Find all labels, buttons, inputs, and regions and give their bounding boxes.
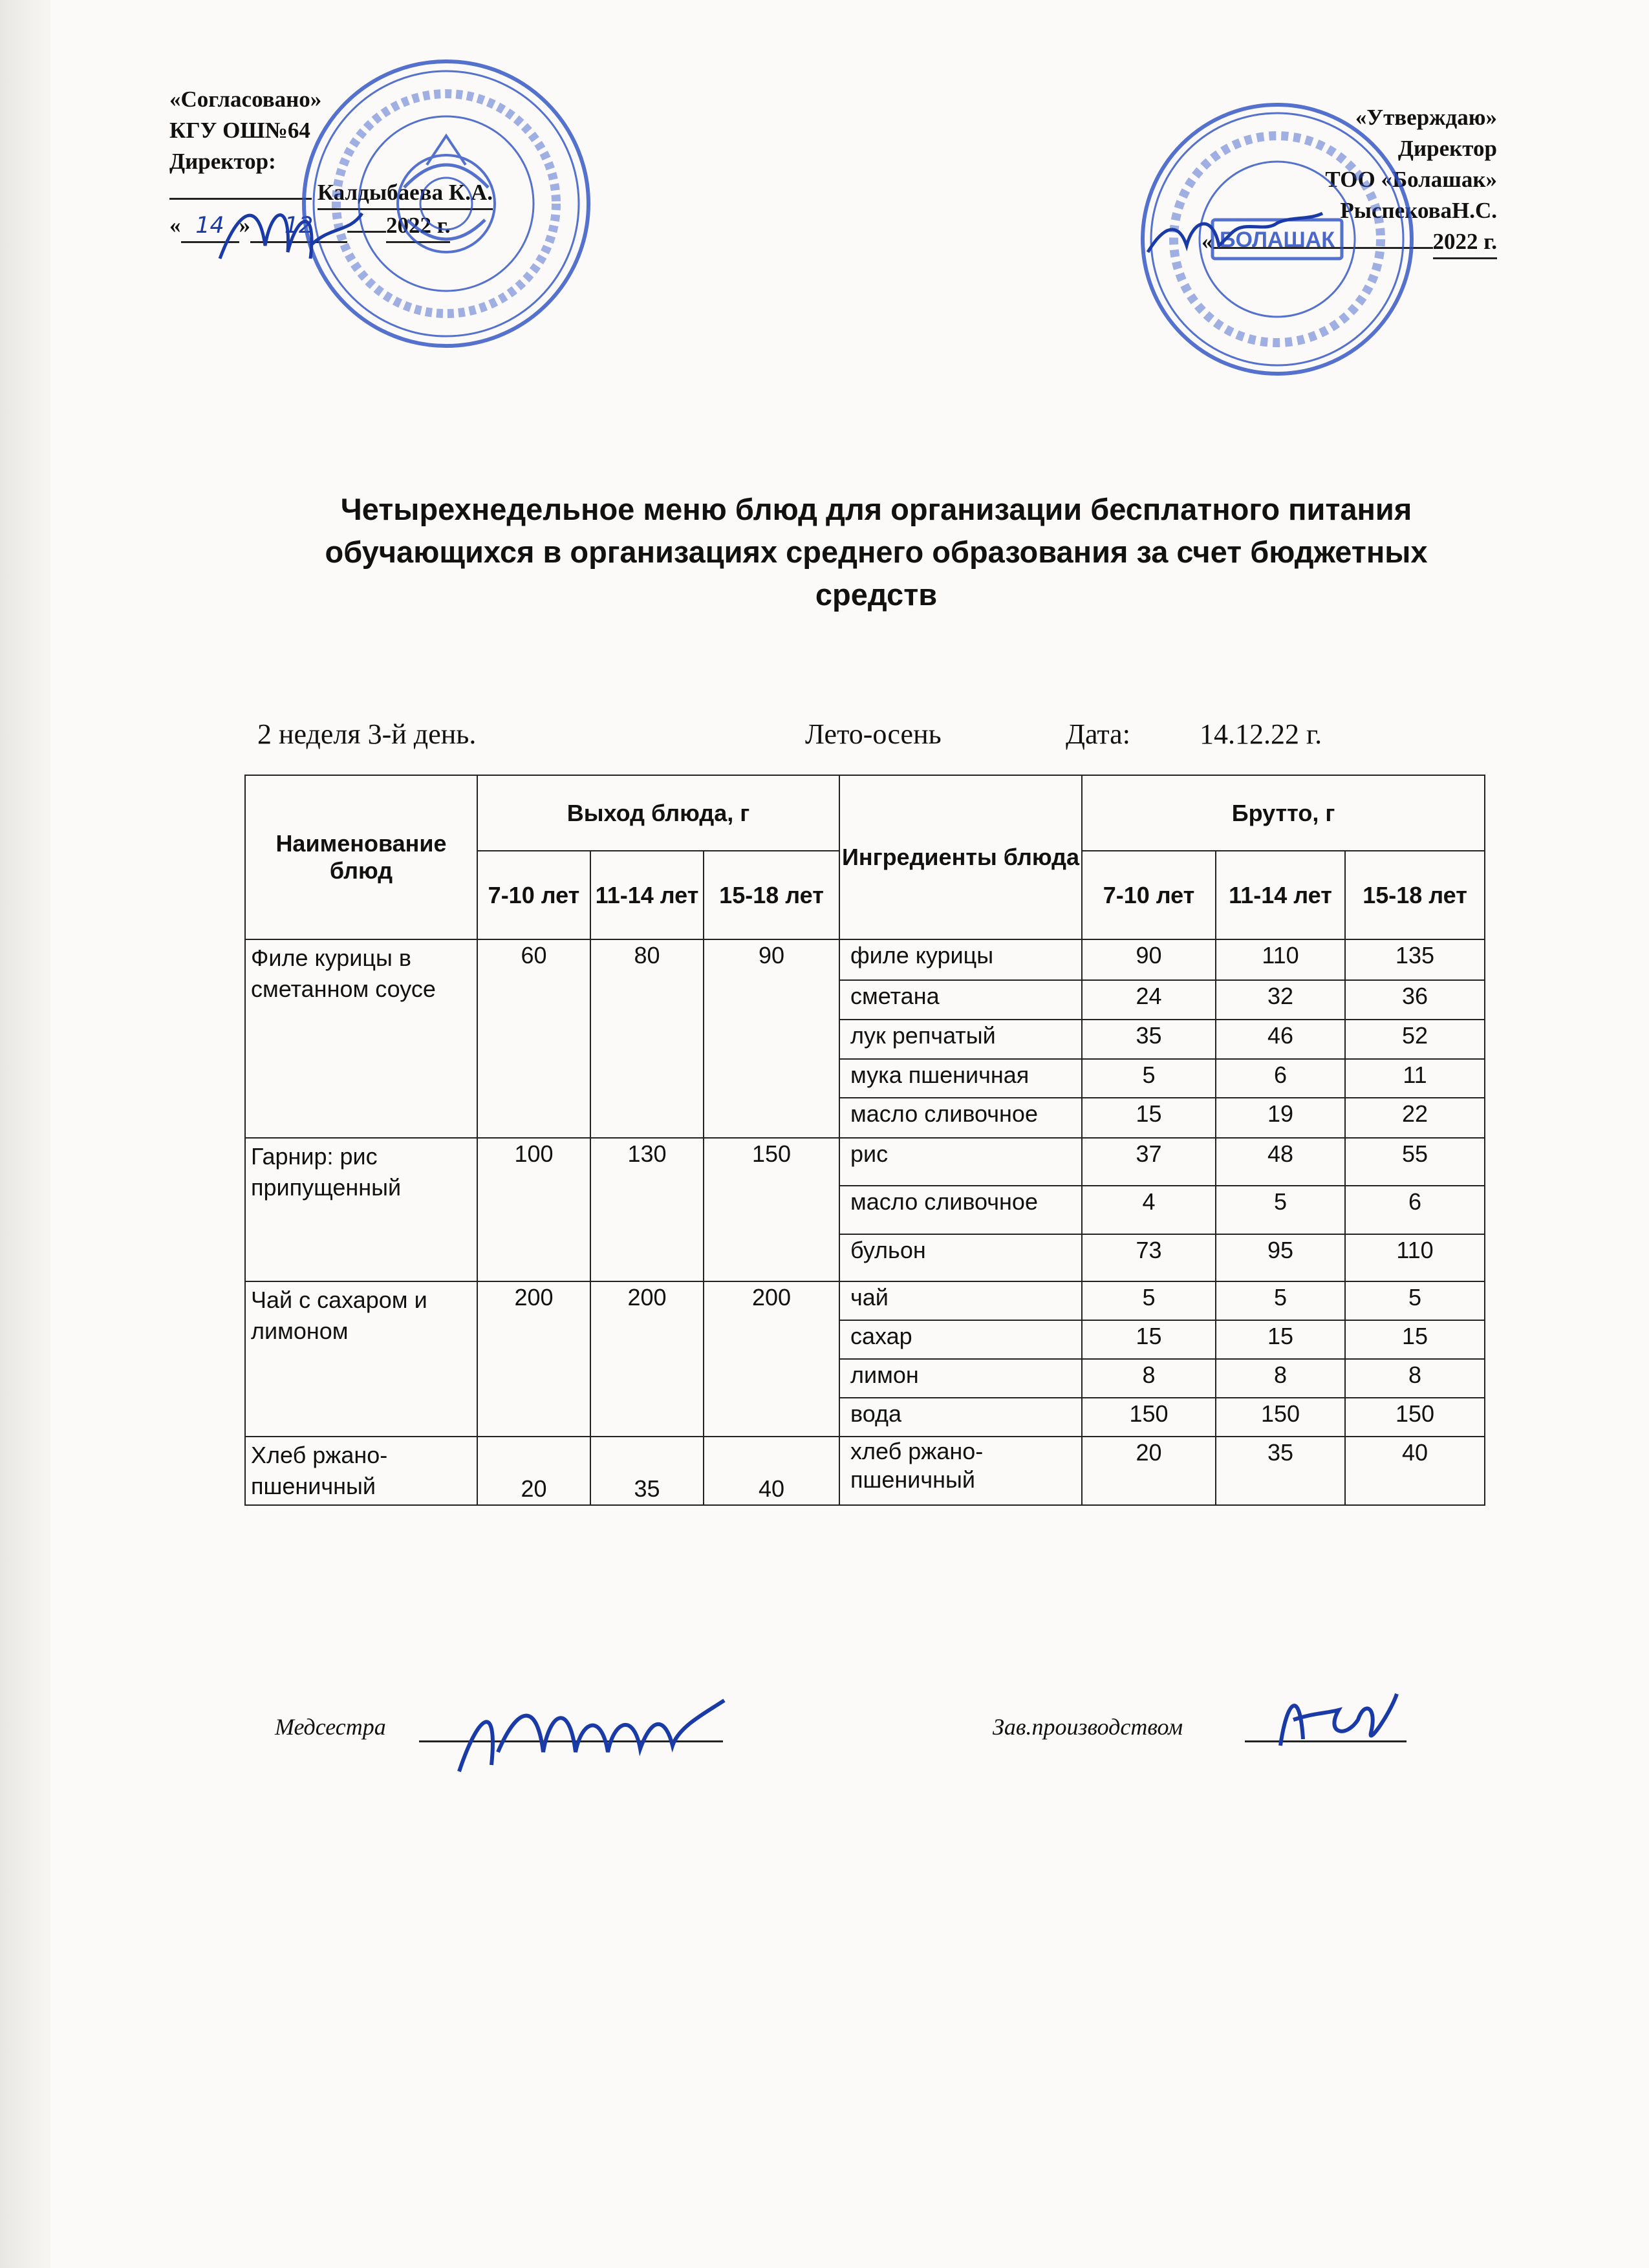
production-head-signature: [1267, 1674, 1410, 1759]
yield-cell: 150: [704, 1138, 839, 1281]
ingredient-name: рис: [839, 1138, 1082, 1186]
approval-block-right: [1202, 102, 1497, 259]
header-yield-age-15-18: 15-18 лет: [704, 851, 839, 939]
approve-position: Директор: [1397, 136, 1497, 161]
gross-cell: 5: [1082, 1059, 1216, 1098]
yield-cell: 35: [590, 1437, 704, 1505]
yield-cell: 40: [704, 1437, 839, 1505]
ingredient-name: масло сливочное: [839, 1186, 1082, 1234]
gross-cell: 8: [1082, 1359, 1216, 1398]
header-dish: Наименование блюд: [245, 775, 477, 939]
gross-cell: 6: [1216, 1059, 1345, 1098]
approve-org: ТОО «Болашак»: [1325, 167, 1497, 192]
production-head-signature-line: [1245, 1740, 1406, 1742]
gross-cell: 35: [1082, 1020, 1216, 1059]
dish-name: Филе курицы в сметанном соусе: [245, 939, 477, 1138]
gross-cell: 32: [1216, 980, 1345, 1020]
approval-date-day: 14: [181, 210, 239, 243]
gross-cell: 5: [1345, 1281, 1485, 1320]
table-row: [245, 939, 1485, 980]
gross-cell: 15: [1082, 1098, 1216, 1138]
ingredient-name: чай: [839, 1281, 1082, 1320]
gross-cell: 46: [1216, 1020, 1345, 1059]
gross-cell: 15: [1345, 1320, 1485, 1359]
gross-cell: 24: [1082, 980, 1216, 1020]
page-title: [213, 488, 1539, 616]
yield-cell: 200: [477, 1281, 590, 1437]
header-gross: Брутто, г: [1082, 775, 1485, 851]
yield-cell: 100: [477, 1138, 590, 1281]
header-yield-age-7-10: 7-10 лет: [477, 851, 590, 939]
yield-cell: 200: [590, 1281, 704, 1437]
yield-cell: 200: [704, 1281, 839, 1437]
ingredient-name: филе курицы: [839, 939, 1082, 980]
approve-heading: «Утверждаю»: [1355, 105, 1497, 130]
header-yield-age-11-14: 11-14 лет: [590, 851, 704, 939]
header-gross-age-7-10: 7-10 лет: [1082, 851, 1216, 939]
season-label: Лето-осень: [805, 718, 942, 750]
paper-edge-shadow: [0, 0, 50, 2268]
week-day-label: 2 неделя 3-й день.: [257, 718, 477, 750]
ingredient-name: хлеб ржано-пшеничный: [839, 1437, 1082, 1505]
ingredient-name: масло сливочное: [839, 1098, 1082, 1138]
nurse-signature-line: [419, 1740, 723, 1742]
gross-cell: 6: [1345, 1186, 1485, 1234]
header-gross-age-11-14: 11-14 лет: [1216, 851, 1345, 939]
gross-cell: 135: [1345, 939, 1485, 980]
dish-name: Чай с сахаром и лимоном: [245, 1281, 477, 1437]
yield-cell: 130: [590, 1138, 704, 1281]
gross-cell: 22: [1345, 1098, 1485, 1138]
menu-table: [244, 775, 1485, 1506]
yield-cell: 20: [477, 1437, 590, 1505]
gross-cell: 15: [1082, 1320, 1216, 1359]
table-row: [245, 1437, 1485, 1505]
production-head-signature-label: Зав.производством: [993, 1714, 1183, 1740]
gross-cell: 90: [1082, 939, 1216, 980]
approval-block-left: [169, 84, 493, 243]
header-yield: Выход блюда, г: [477, 775, 839, 851]
dish-name: Гарнир: рис припущенный: [245, 1138, 477, 1281]
gross-cell: 8: [1216, 1359, 1345, 1398]
gross-cell: 4: [1082, 1186, 1216, 1234]
approval-date-month: 12: [250, 210, 347, 243]
gross-cell: 36: [1345, 980, 1485, 1020]
gross-cell: 73: [1082, 1234, 1216, 1281]
gross-cell: 48: [1216, 1138, 1345, 1186]
date-value: 14.12.22 г.: [1200, 718, 1322, 750]
ingredient-name: сахар: [839, 1320, 1082, 1359]
approve-name: РыспековаН.С.: [1340, 198, 1497, 223]
approve-date-year: 2022 г.: [1433, 226, 1497, 259]
gross-cell: 150: [1216, 1398, 1345, 1437]
gross-cell: 15: [1216, 1320, 1345, 1359]
gross-cell: 5: [1216, 1281, 1345, 1320]
gross-cell: 55: [1345, 1138, 1485, 1186]
gross-cell: 5: [1216, 1186, 1345, 1234]
ingredient-name: вода: [839, 1398, 1082, 1437]
yield-cell: 60: [477, 939, 590, 1138]
approval-name-line: [169, 177, 493, 210]
approval-position: Директор:: [169, 149, 276, 174]
nurse-signature-label: Медсестра: [275, 1714, 386, 1740]
approval-org: КГУ ОШ№64: [169, 118, 310, 143]
gross-cell: 110: [1216, 939, 1345, 980]
header-ingredients: Ингредиенты блюда: [839, 775, 1082, 939]
ingredient-name: сметана: [839, 980, 1082, 1020]
stamp-right-label: БОЛАШАК: [1220, 228, 1335, 252]
approval-heading: «Согласовано»: [169, 87, 322, 112]
date-label: Дата:: [1066, 718, 1130, 750]
gross-cell: 95: [1216, 1234, 1345, 1281]
dish-name: Хлеб ржано-пшеничный: [245, 1437, 477, 1505]
title-line-1: Четырехнедельное меню блюд для организации бесплатного питания: [340, 492, 1412, 526]
gross-cell: 150: [1345, 1398, 1485, 1437]
title-line-3: средств: [815, 577, 938, 612]
gross-cell: 19: [1216, 1098, 1345, 1138]
gross-cell: 20: [1082, 1437, 1216, 1505]
gross-cell: 52: [1345, 1020, 1485, 1059]
yield-cell: 80: [590, 939, 704, 1138]
table-row: [245, 1281, 1485, 1320]
gross-cell: 150: [1082, 1398, 1216, 1437]
ingredient-name: мука пшеничная: [839, 1059, 1082, 1098]
header-gross-age-15-18: 15-18 лет: [1345, 851, 1485, 939]
gross-cell: 110: [1345, 1234, 1485, 1281]
nurse-signature: [440, 1674, 763, 1804]
approval-name: Калдыбаева К.А.: [318, 177, 493, 210]
approval-date-year: 2022 г.: [386, 210, 450, 243]
yield-cell: 90: [704, 939, 839, 1138]
title-line-2: обучающихся в организациях среднего образования за счет бюджетных: [325, 535, 1428, 569]
gross-cell: 8: [1345, 1359, 1485, 1398]
ingredient-name: лук репчатый: [839, 1020, 1082, 1059]
gross-cell: 5: [1082, 1281, 1216, 1320]
gross-cell: 37: [1082, 1138, 1216, 1186]
approval-date-line: « 14 » 12 2022 г.: [169, 210, 493, 243]
table-row: [245, 1138, 1485, 1186]
ingredient-name: лимон: [839, 1359, 1082, 1398]
gross-cell: 40: [1345, 1437, 1485, 1505]
gross-cell: 35: [1216, 1437, 1345, 1505]
gross-cell: 11: [1345, 1059, 1485, 1098]
ingredient-name: бульон: [839, 1234, 1082, 1281]
approve-date-line: « 2022 г.: [1202, 226, 1497, 259]
